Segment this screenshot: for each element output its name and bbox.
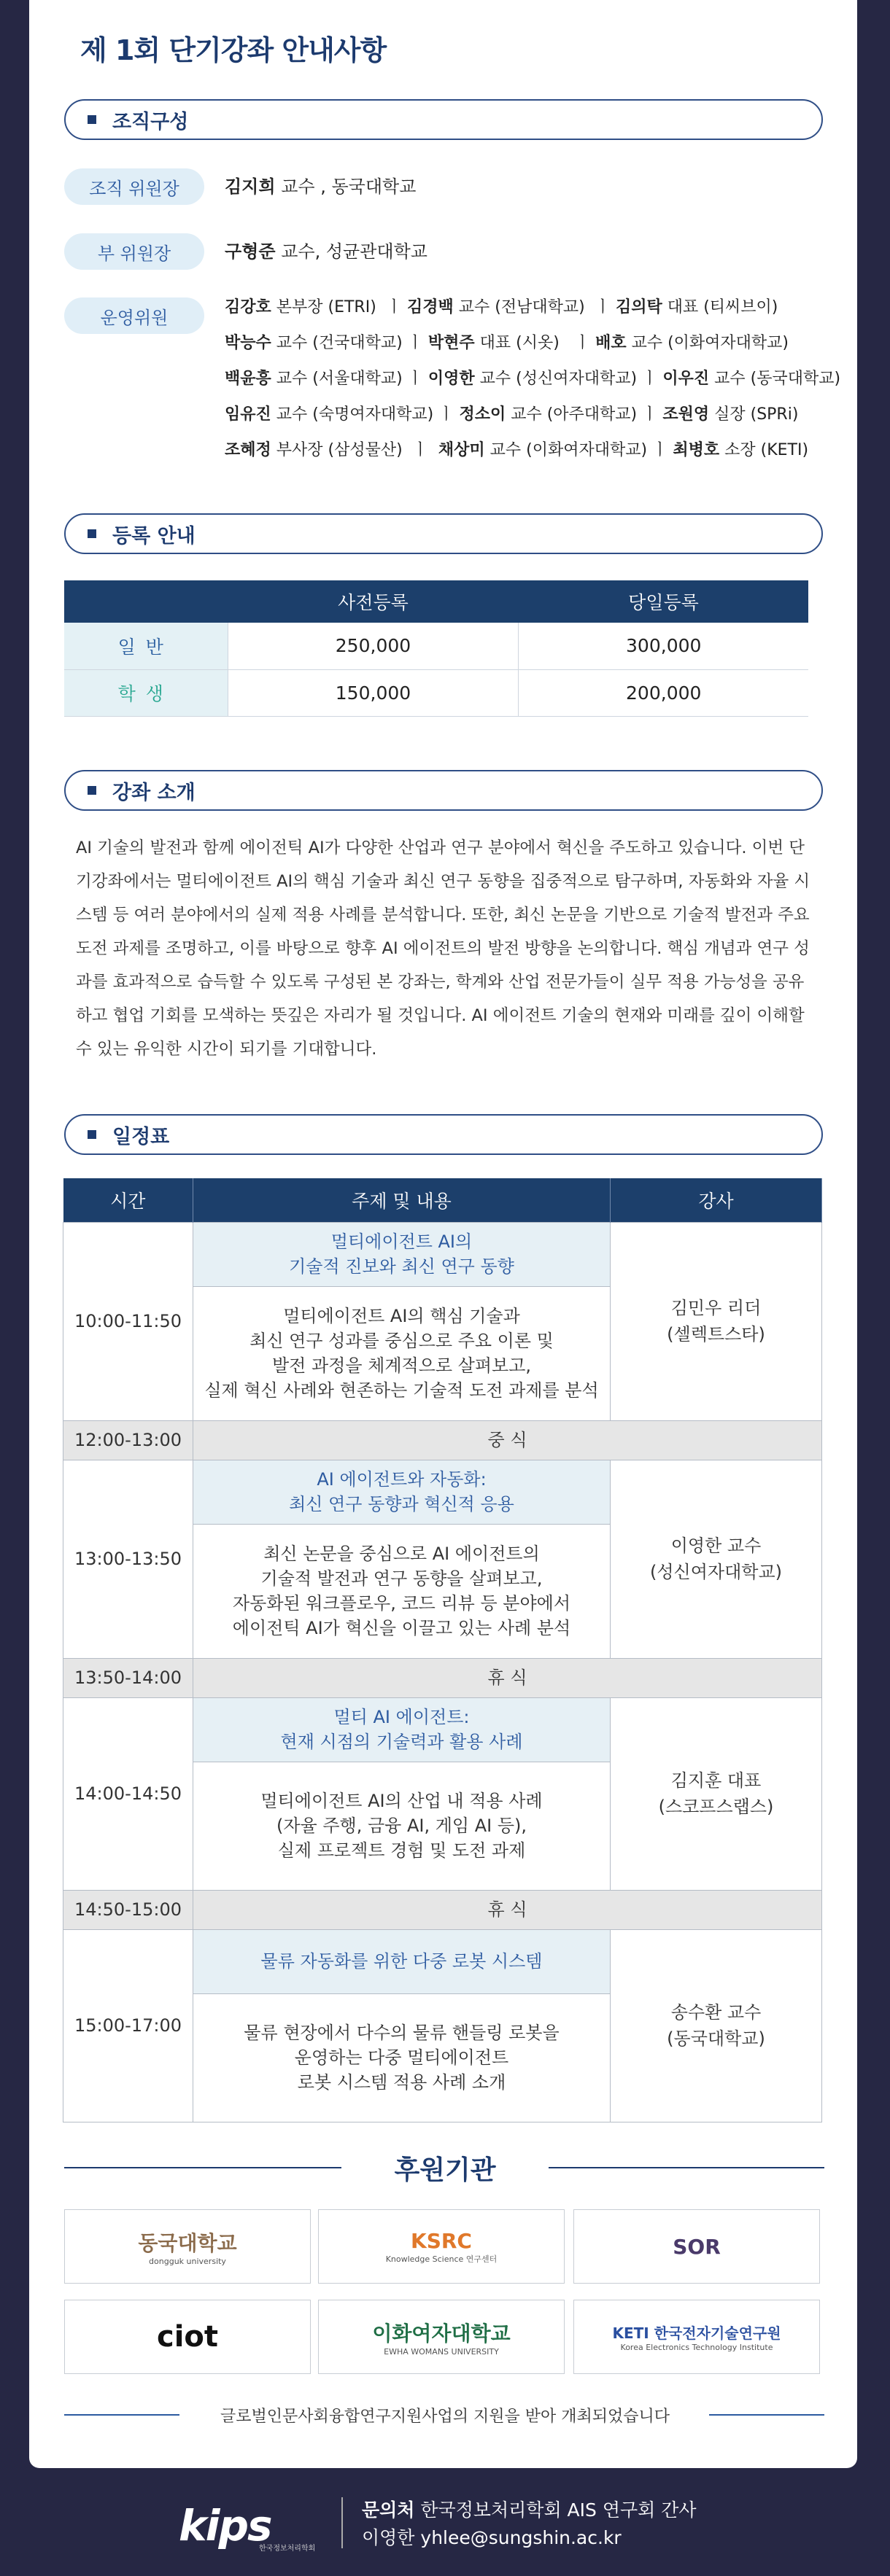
reg-row-label: 일반	[64, 623, 228, 669]
reg-price-pre: 150,000	[228, 669, 519, 716]
sponsor-name: KSRC	[411, 2228, 472, 2253]
section-header-organization	[64, 99, 823, 140]
member-name: 정소이	[459, 405, 506, 424]
session-speaker: 송수환 교수 (동국대학교)	[611, 1929, 822, 2122]
member-name: 이영한	[427, 370, 475, 388]
member-name: 채상미	[438, 441, 485, 459]
reg-header-pre: 사전등록	[228, 580, 519, 623]
sponsor-name: KETI 한국전자기술연구원	[612, 2324, 781, 2342]
session-speaker: 김지훈 대표 (스코프스랩스)	[611, 1697, 822, 1890]
committee-line	[225, 361, 840, 397]
session-description: 최신 논문을 중심으로 AI 에이전트의 기술적 발전과 연구 동향을 살펴보고, 자동화된 워크플로우, 코드 리뷰 등 분야에서 에이전틱 AI가 혁신을 이끌고 있는 사례 분석	[193, 1524, 611, 1658]
reg-header-blank	[64, 580, 228, 623]
page-title: 제 1회 단기강좌 안내사항	[80, 34, 387, 66]
session-row	[63, 1460, 822, 1524]
member-name: 박현주	[427, 334, 475, 352]
footer-separator	[341, 2497, 343, 2548]
table-row	[64, 623, 808, 669]
sponsor-logo	[64, 2300, 311, 2374]
sponsor-logo	[318, 2300, 565, 2374]
committee-line	[225, 289, 840, 325]
member-affiliation: 교수 (동국대학교)	[709, 370, 841, 388]
table-row	[64, 669, 808, 716]
section-title: 강좌 소개	[112, 781, 196, 804]
member-affiliation: 대표 (티씨브이)	[662, 298, 778, 316]
sponsor-name: ciot	[156, 2320, 219, 2354]
session-description: 멀티에이전트 AI의 산업 내 적용 사례 (자율 주행, 금융 AI, 게임 AI 등), 실제 프로젝트 경험 및 도전 과제	[193, 1762, 611, 1890]
sponsor-logo	[573, 2209, 820, 2284]
committee-line	[225, 397, 840, 432]
registration-table	[64, 580, 808, 717]
role-chair: 조직 위원장	[64, 168, 204, 205]
session-topic: AI 에이전트와 자동화: 최신 연구 동향과 혁신적 응용	[193, 1460, 611, 1524]
contact-org: 한국정보처리학회 AIS 연구회 간사	[420, 2499, 697, 2521]
sponsor-name: 이화여자대학교	[372, 2321, 511, 2346]
member-affiliation: 교수 (건국대학교) ㅣ	[271, 334, 428, 352]
session-time: 14:50-15:00	[63, 1890, 193, 1929]
sched-header-topic: 주제 및 내용	[193, 1178, 611, 1222]
member-affiliation: 본부장 (ETRI) ㅣ	[271, 298, 408, 316]
section-header-schedule	[64, 1114, 823, 1155]
session-time: 13:50-14:00	[63, 1658, 193, 1697]
sponsor-subname: Korea Electronics Technology Institute	[620, 2343, 773, 2352]
sponsor-name: 동국대학교	[138, 2230, 237, 2255]
member-affiliation: 교수 (서울대학교) ㅣ	[271, 370, 428, 388]
member-affiliation: 대표 (시옷) ㅣ	[474, 334, 596, 352]
kips-logo: kips	[179, 2501, 271, 2550]
divider	[549, 2167, 824, 2168]
member-affiliation: 교수 (숙명여자대학교) ㅣ	[271, 405, 460, 424]
member-name: 임유진	[225, 405, 271, 424]
member-affiliation: 교수 (아주대학교) ㅣ	[506, 405, 663, 424]
reg-price-day: 300,000	[519, 623, 808, 669]
member-name: 김경백	[407, 298, 454, 316]
vice-chair-info: 구형준 교수, 성균관대학교	[225, 241, 427, 262]
member-name: 백윤흥	[225, 370, 271, 388]
sponsor-subname: dongguk university	[149, 2256, 226, 2266]
member-affiliation: 교수 (전남대학교) ㅣ	[453, 298, 616, 316]
section-title: 조직구성	[112, 110, 189, 133]
sched-header-time: 시간	[63, 1178, 193, 1222]
break-label: 중 식	[193, 1420, 822, 1460]
divider	[709, 2414, 824, 2416]
member-name: 김의탁	[615, 298, 662, 316]
contact-person: 이영한 yhlee@sungshin.ac.kr	[362, 2527, 622, 2548]
session-time: 10:00-11:50	[63, 1222, 193, 1420]
member-affiliation: 부사장 (삼성물산) ㅣ	[271, 441, 438, 459]
member-affiliation: 교수 (이화여자대학교) ㅣ	[484, 441, 673, 459]
contact-info	[362, 2497, 697, 2552]
member-name: 최병호	[673, 441, 720, 459]
reg-price-day: 200,000	[519, 669, 808, 716]
session-topic: 멀티 AI 에이전트: 현재 시점의 기술력과 활용 사례	[193, 1697, 611, 1762]
member-name: 조원영	[662, 405, 710, 424]
break-label: 휴 식	[193, 1658, 822, 1697]
square-bullet-icon	[88, 786, 96, 795]
reg-price-pre: 250,000	[228, 623, 519, 669]
sponsor-logo	[64, 2209, 311, 2284]
session-topic: 멀티에이전트 AI의 기술적 진보와 최신 연구 동향	[193, 1222, 611, 1286]
section-header-registration	[64, 513, 823, 554]
member-name: 이우진	[662, 370, 710, 388]
square-bullet-icon	[88, 1130, 96, 1139]
sponsor-subname: EWHA WOMANS UNIVERSITY	[384, 2346, 499, 2357]
reg-header-day: 당일등록	[519, 580, 808, 623]
support-note: 글로벌인문사회융합연구지원사업의 지원을 받아 개최되었습니다	[220, 2408, 670, 2426]
square-bullet-icon	[88, 529, 96, 538]
sponsor-name: SOR	[673, 2234, 721, 2259]
session-time: 15:00-17:00	[63, 1929, 193, 2122]
session-row	[63, 1697, 822, 1762]
schedule-table	[63, 1178, 822, 2122]
sponsor-logo	[573, 2300, 820, 2374]
session-speaker: 이영한 교수 (성신여자대학교)	[611, 1460, 822, 1658]
session-time: 14:00-14:50	[63, 1697, 193, 1890]
section-title: 일정표	[112, 1125, 170, 1148]
section-title: 등록 안내	[112, 524, 196, 548]
member-affiliation: 교수 (이화여자대학교)	[626, 334, 789, 352]
committee-line	[225, 325, 840, 361]
contact-label: 문의처	[362, 2499, 415, 2521]
session-description: 물류 현장에서 다수의 물류 핸들링 로봇을 운영하는 다중 멀티에이전트 로봇 시스템 적용 사례 소개	[193, 1993, 611, 2122]
member-affiliation: 실장 (SPRi)	[709, 405, 799, 424]
session-time: 12:00-13:00	[63, 1420, 193, 1460]
session-time: 13:00-13:50	[63, 1460, 193, 1658]
break-row	[63, 1658, 822, 1697]
member-name: 배호	[595, 334, 627, 352]
square-bullet-icon	[88, 115, 96, 124]
title-corner	[591, 0, 635, 66]
reg-row-label: 학생	[64, 669, 228, 716]
sponsor-subname: Knowledge Science 연구센터	[385, 2254, 498, 2264]
chair-info: 김지희 교수 , 동국대학교	[225, 176, 417, 197]
role-vice-chair: 부 위원장	[64, 233, 204, 270]
member-affiliation: 교수 (성신여자대학교) ㅣ	[474, 370, 663, 388]
session-description: 멀티에이전트 AI의 핵심 기술과 최신 연구 성과를 중심으로 주요 이론 및 발전 과정을 체계적으로 살펴보고, 실제 혁신 사례와 현존하는 기술적 도전 과제를 분석	[193, 1286, 611, 1420]
committee-list	[225, 289, 840, 468]
sched-header-speaker: 강사	[611, 1178, 822, 1222]
session-topic: 물류 자동화를 위한 다중 로봇 시스템	[193, 1929, 611, 1993]
kips-logo-subtitle: 한국정보처리학회	[259, 2545, 316, 2553]
section-header-intro	[64, 770, 823, 811]
session-speaker: 김민우 리더 (셀렉트스타)	[611, 1222, 822, 1420]
member-affiliation: 소장 (KETI)	[719, 441, 809, 459]
break-row	[63, 1420, 822, 1460]
intro-paragraph: AI 기술의 발전과 함께 에이전틱 AI가 다양한 산업과 연구 분야에서 혁신을 주도하고 있습니다. 이번 단기강좌에서는 멀티에이전트 AI의 핵심 기술과 최신 연구 동향을 집중적으로 탐구하며, 자동화와 자율 시스템 등 여러 분야에서의 실제 적용 사례를 분석합니다. 또한, 최신 논문을 기반으로 기술적 발전과 주요 도전 과제를 조명하고, 이를 바탕으로 향후 AI 에이전트의 발전 방향을 논의합니다. 핵심 개념과 연구 성과를 효과적으로 습득할 수 있도록 구성된 본 강좌는, 학계와 산업 전문가들이 실무 적용 가능성을 공유하고 협업 기회를 모색하는 뜻깊은 자리가 될 것입니다. AI 에이전트 기술의 현재와 미래를 깊이 이해할 수 있는 유익한 시간이 되기를 기대합니다.	[76, 838, 810, 1059]
break-row	[63, 1890, 822, 1929]
member-name: 박능수	[225, 334, 271, 352]
sponsor-logo	[318, 2209, 565, 2284]
member-name: 조혜정	[225, 441, 271, 459]
break-label: 휴 식	[193, 1890, 822, 1929]
session-row	[63, 1222, 822, 1286]
role-committee: 운영위원	[64, 297, 204, 334]
session-row	[63, 1929, 822, 1993]
sponsors-title: 후원기관	[394, 2155, 496, 2185]
committee-line	[225, 432, 840, 468]
member-name: 김강호	[225, 298, 271, 316]
